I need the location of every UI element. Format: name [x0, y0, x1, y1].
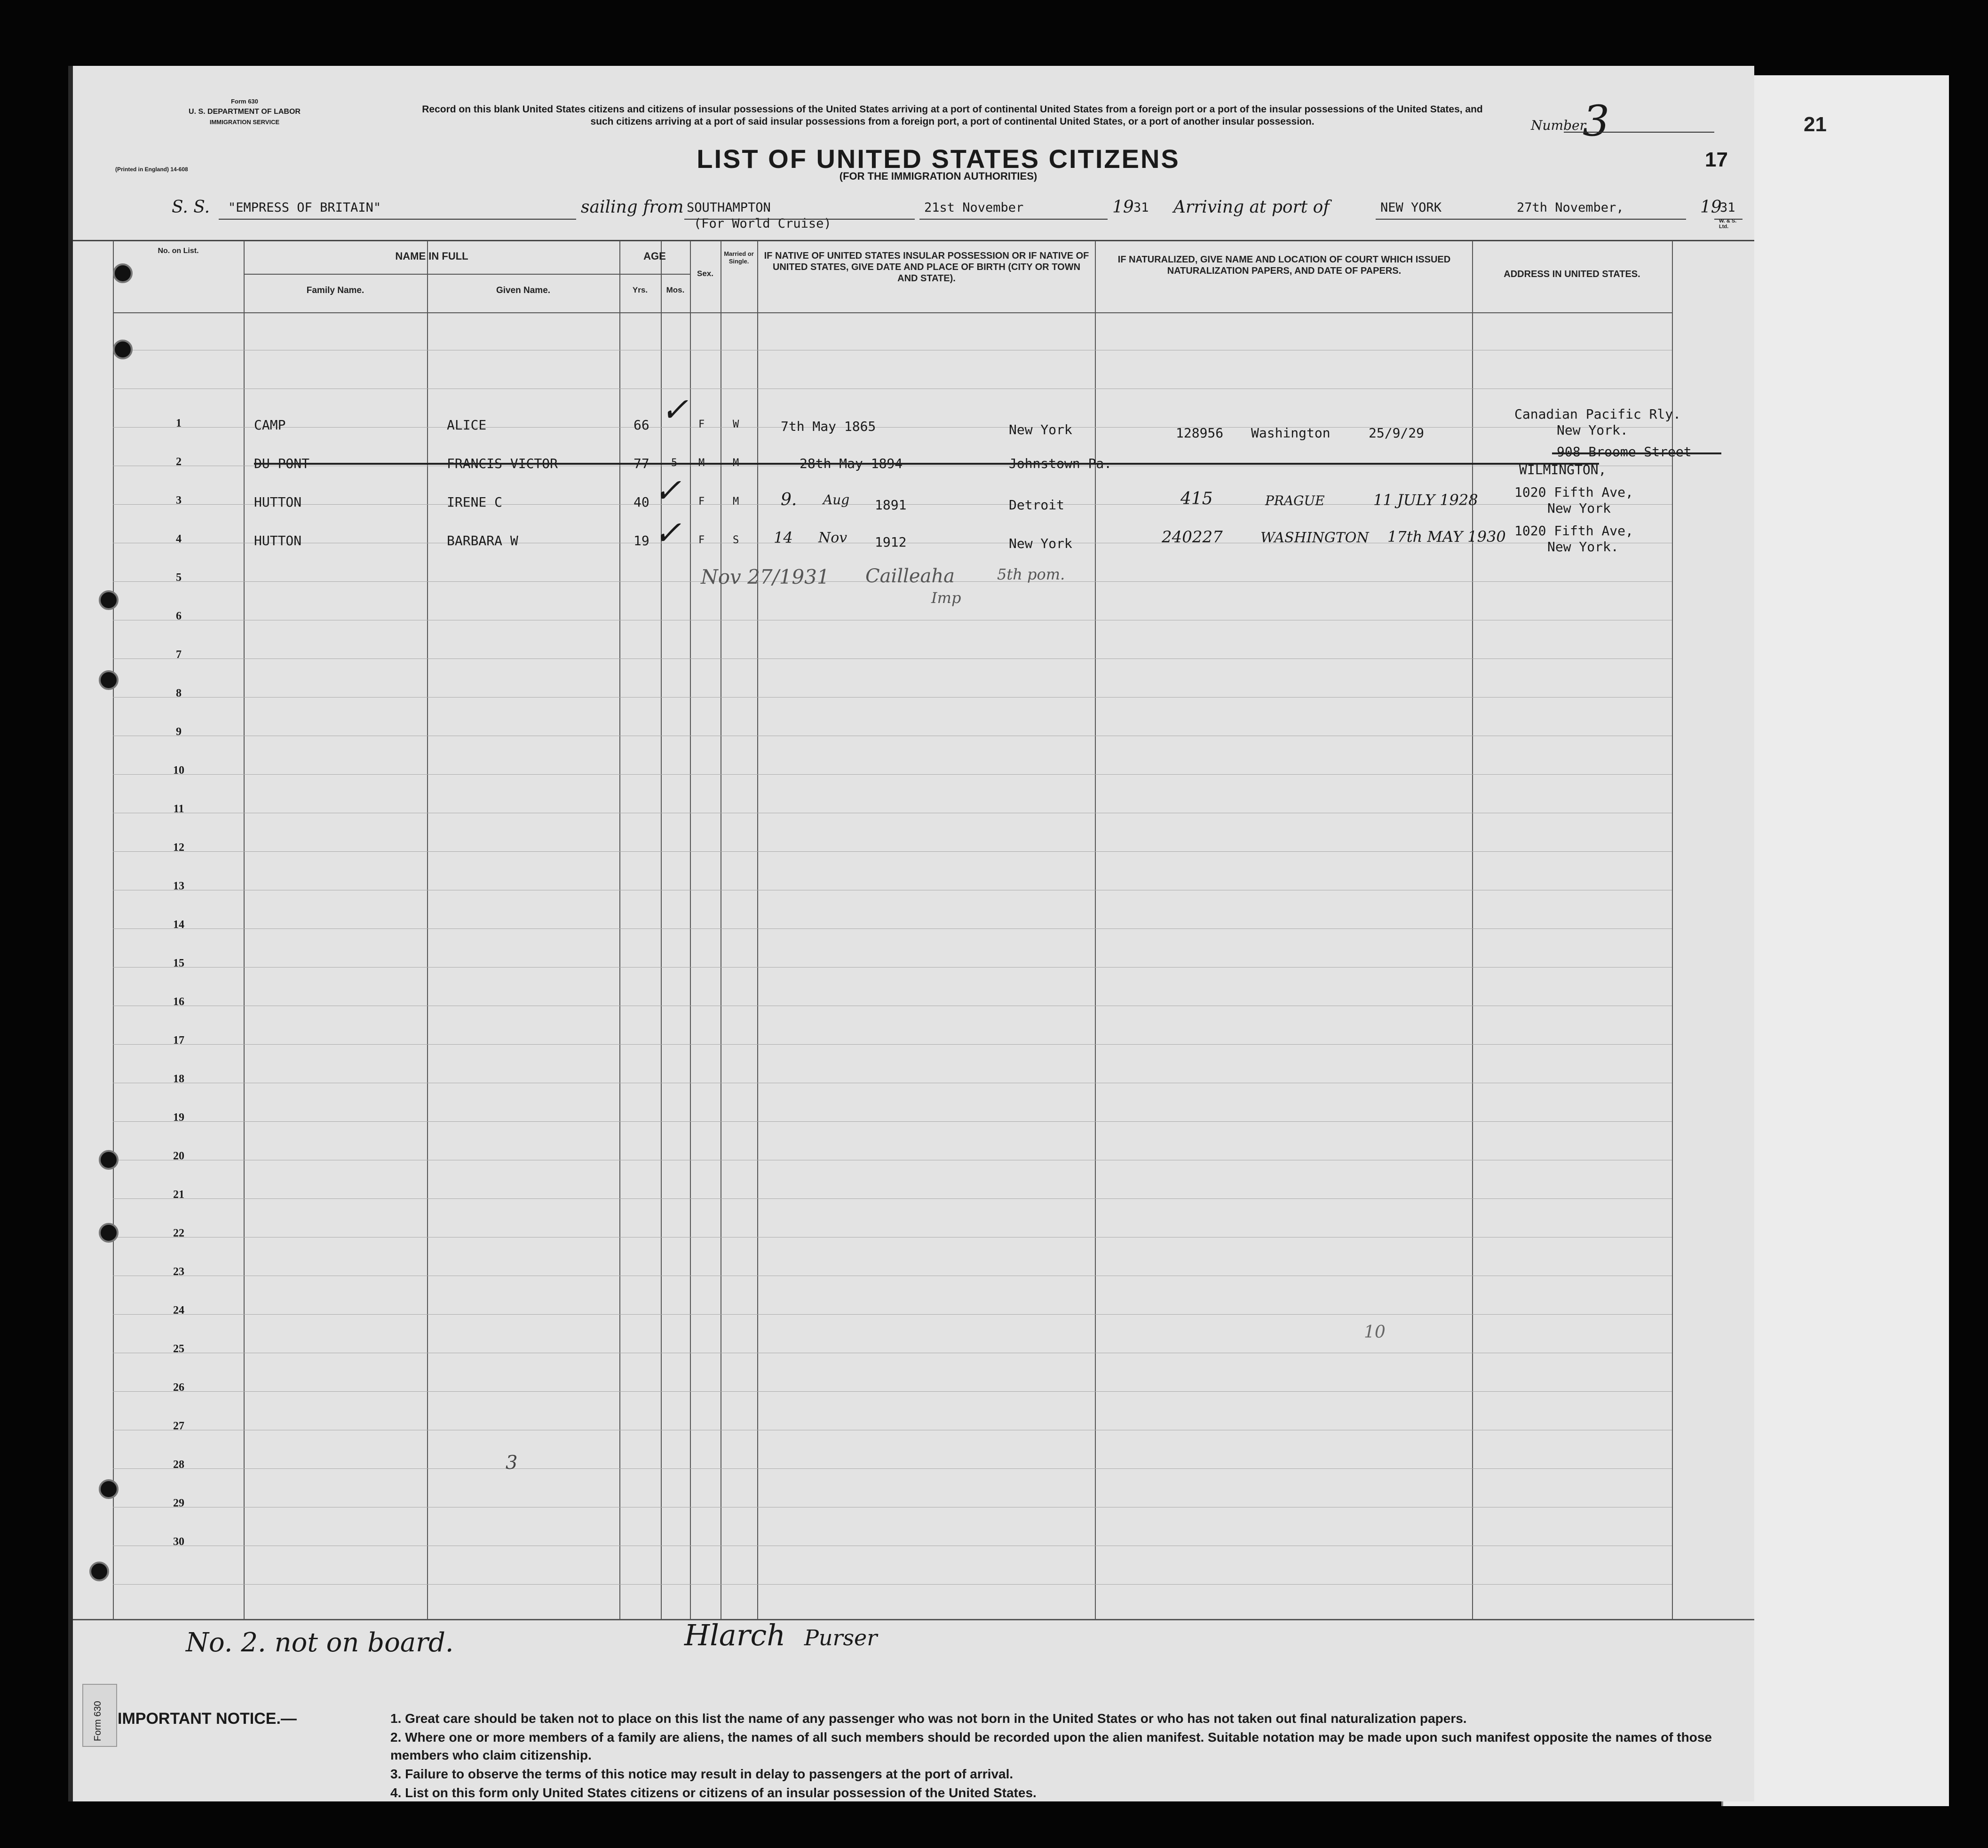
department: U. S. DEPARTMENT OF LABOR	[189, 108, 301, 116]
cruise-note: (For World Cruise)	[694, 216, 832, 231]
footer-note: No. 2. not on board.	[186, 1627, 454, 1658]
arrival-stamp: Nov 27/1931	[701, 565, 830, 588]
row-number: 10	[173, 764, 184, 777]
page-number: 17	[1705, 148, 1728, 171]
family-name: HUTTON	[254, 494, 302, 510]
back-page	[1721, 75, 1949, 1806]
naturalization-number: 415	[1180, 489, 1213, 508]
punch-hole	[99, 1479, 119, 1499]
naturalization-place: WASHINGTON	[1260, 530, 1369, 546]
marital: W	[733, 419, 739, 430]
arrival-year-prefix: 19	[1700, 198, 1722, 217]
punch-hole	[99, 590, 119, 610]
page-title: LIST OF UNITED STATES CITIZENS	[697, 144, 1180, 174]
row-number: 19	[173, 1111, 184, 1124]
birth-month: Nov	[818, 530, 847, 546]
notice-item: 4. List on this form only United States citizens or citizens of an insular possession of the United States.	[390, 1785, 1037, 1800]
age-years: 66	[634, 417, 649, 433]
row-number: 17	[173, 1034, 184, 1047]
col-address: ADDRESS IN UNITED STATES.	[1504, 269, 1640, 279]
col-mos: Mos.	[666, 286, 685, 294]
table-bottom-rule	[73, 1619, 1754, 1620]
family-name: CAMP	[254, 417, 286, 433]
punch-hole	[113, 263, 133, 283]
signature-role: Purser	[804, 1625, 878, 1650]
marital: S	[733, 534, 739, 546]
arriving-label: Arriving at port of	[1173, 198, 1330, 217]
given-name: ALICE	[447, 417, 487, 433]
voyage-line	[172, 198, 1738, 231]
address-line1: 1020 Fifth Ave,	[1514, 523, 1633, 539]
punch-hole	[99, 1223, 119, 1243]
naturalization-date: 17th MAY 1930	[1387, 528, 1506, 546]
naturalization-place: PRAGUE	[1265, 493, 1325, 508]
punch-hole	[99, 1150, 119, 1170]
sailing-label: sailing from	[581, 198, 684, 217]
row-number: 29	[173, 1497, 184, 1509]
notice-item: 3. Failure to observe the terms of this notice may result in delay to passengers at the port of arrival.	[390, 1767, 1014, 1781]
naturalization-number: 240227	[1162, 528, 1223, 547]
family-name: DU PONT	[254, 456, 310, 471]
row-number: 12	[173, 841, 184, 854]
manifest-table	[113, 241, 1692, 1619]
age-years: 19	[634, 533, 649, 548]
check-mark: ✓	[654, 514, 681, 552]
address-line2: New York	[1547, 500, 1611, 516]
ss-label: S. S.	[172, 198, 210, 217]
row-number: 30	[173, 1536, 184, 1548]
age-years: 40	[634, 494, 649, 510]
notice-item: 1. Great care should be taken not to place on this list the name of any passenger who was not born in the United States or who has not taken out final naturalization papers.	[390, 1711, 1467, 1726]
punch-hole	[99, 670, 119, 690]
punch-hole	[113, 340, 133, 359]
birth-date: 7th May 1865	[781, 419, 876, 434]
address-line1: 908 Broome Street	[1557, 444, 1692, 460]
birth-date: 28th May 1894	[800, 456, 903, 471]
col-sex: Sex.	[697, 269, 713, 278]
marital: M	[733, 457, 739, 469]
family-name: HUTTON	[254, 533, 302, 548]
sail-date: 21st November	[924, 200, 1024, 215]
row-number: 24	[173, 1304, 184, 1317]
naturalization-date: 25/9/29	[1369, 425, 1425, 441]
next-page-number: 21	[1804, 113, 1827, 136]
row-number: 3	[176, 494, 182, 507]
age-years: 77	[634, 456, 649, 471]
birth-place: New York	[1009, 422, 1072, 437]
col-name-in-full: NAME IN FULL	[395, 250, 468, 262]
row-number: 15	[173, 957, 184, 969]
punch-hole	[89, 1562, 109, 1581]
col-given-name: Given Name.	[496, 286, 551, 295]
given-name: FRANCIS VICTOR	[447, 456, 558, 471]
inspector-sub: Imp	[931, 589, 961, 607]
col-naturalized: IF NATURALIZED, GIVE NAME AND LOCATION OF COURT WHICH ISSUED NATURALIZATION PAPERS, AND DATE OF PAPERS.	[1117, 254, 1451, 276]
strike-through	[254, 463, 1599, 465]
from-port: SOUTHAMPTON	[687, 200, 771, 215]
notice-heading: IMPORTANT NOTICE.—	[118, 1710, 297, 1728]
row-number: 27	[173, 1420, 184, 1432]
instructions: Record on this blank United States citizens and citizens of insular possessions of the United States arriving at a port of continental United States from a foreign port or a port of the insular possessions of the United States, and such citizens arriving at a port of said insular possessions from a foreign port, a port of continental United States, or a port of another insular possession.	[422, 104, 1483, 127]
marital: M	[733, 496, 739, 508]
birth-place: Detroit	[1009, 497, 1065, 513]
form-header-left	[146, 96, 343, 127]
signature-name: Hlarch	[684, 1618, 786, 1652]
arrival-date: 27th November,	[1517, 200, 1624, 215]
printed-note: (Printed in England) 14-608	[115, 166, 188, 173]
sex: M	[698, 457, 705, 469]
address-line2: WILMINGTON,	[1519, 462, 1607, 477]
row-number: 22	[173, 1227, 184, 1239]
birth-year: 1912	[875, 534, 907, 550]
birth-day: 14	[774, 529, 793, 547]
row-number: 2	[176, 456, 182, 468]
row-number: 5	[176, 571, 182, 584]
address-line1: Canadian Pacific Rly.	[1514, 406, 1681, 422]
naturalization-place: Washington	[1251, 425, 1331, 441]
col-yrs: Yrs.	[632, 286, 648, 294]
col-married: Married or Single.	[724, 250, 754, 265]
birth-month: Aug	[823, 492, 850, 508]
page-subtitle: (FOR THE IMMIGRATION AUTHORITIES)	[839, 170, 1038, 182]
notice-item: 2. Where one or more members of a family are aliens, the names of all such members should be recorded upon the alien manifest. Suitable notation may be made upon such manifest opposite the names of those members who claim citizenship.	[390, 1730, 1712, 1762]
sex: F	[698, 534, 705, 546]
arrival-port: NEW YORK	[1380, 200, 1442, 215]
sail-year: 31	[1133, 200, 1149, 215]
check-mark: ✓	[654, 471, 681, 510]
sex: F	[698, 496, 705, 508]
side-form-label: Form 630	[82, 1684, 117, 1747]
important-notice	[118, 1710, 1740, 1800]
address-line2: New York.	[1547, 539, 1619, 555]
row-number: 7	[176, 649, 182, 661]
row-number: 11	[173, 803, 184, 815]
inspector-name: Cailleaha	[865, 565, 955, 587]
row-number: 9	[176, 726, 182, 738]
purser-signature	[684, 1618, 877, 1652]
birth-place: Johnstown Pa.	[1009, 456, 1112, 471]
row-number: 28	[173, 1459, 184, 1471]
printer: W. & S. Ltd.	[1719, 218, 1737, 230]
row-number: 26	[173, 1381, 184, 1394]
row-number: 8	[176, 687, 182, 699]
birth-place: New York	[1009, 536, 1072, 551]
row-number: 6	[176, 610, 182, 622]
arrival-year: 31	[1720, 200, 1735, 215]
row-number: 20	[173, 1150, 184, 1162]
form-number: Form 630	[231, 98, 258, 105]
margin-mark: 10	[1364, 1323, 1386, 1342]
inspector-note: 5th pom.	[997, 565, 1065, 583]
birth-year: 1891	[875, 497, 907, 513]
number-value: 3	[1583, 96, 1610, 146]
row-number: 13	[173, 880, 184, 892]
col-age: AGE	[643, 250, 666, 262]
address-line1: 1020 Fifth Ave,	[1514, 484, 1633, 500]
address-line2: New York.	[1557, 422, 1628, 438]
check-mark: ✓	[661, 390, 689, 429]
row-number: 14	[173, 919, 184, 931]
row-number: 25	[173, 1343, 184, 1355]
strike-through	[1552, 452, 1721, 454]
row-number: 23	[173, 1266, 184, 1278]
given-name: BARBARA W	[447, 533, 518, 548]
age-months: 5	[671, 457, 678, 469]
row-number: 16	[173, 996, 184, 1008]
row-number: 1	[176, 417, 182, 429]
margin-mark: 3	[506, 1452, 518, 1474]
sex: F	[698, 419, 705, 430]
row-number: 18	[173, 1073, 184, 1085]
sail-year-prefix: 19	[1112, 198, 1134, 217]
col-family-name: Family Name.	[306, 286, 364, 295]
naturalization-number: 128956	[1176, 425, 1224, 441]
number-label: Number	[1531, 118, 1586, 133]
service: IMMIGRATION SERVICE	[209, 119, 280, 126]
given-name: IRENE C	[447, 494, 503, 510]
naturalization-date: 11 JULY 1928	[1373, 491, 1478, 509]
manifest-page	[68, 66, 1754, 1801]
row-number: 4	[176, 533, 182, 545]
row-number: 21	[173, 1189, 184, 1201]
col-birth: IF NATIVE OF UNITED STATES INSULAR POSSESSION OR IF NATIVE OF UNITED STATES, GIVE DATE AND PLACE OF BIRTH (CITY OR TOWN AND STATE).	[764, 251, 1089, 284]
birth-day: 9.	[781, 490, 797, 509]
ship-name: "EMPRESS OF BRITAIN"	[228, 200, 381, 215]
col-no: No. on List.	[158, 247, 199, 255]
